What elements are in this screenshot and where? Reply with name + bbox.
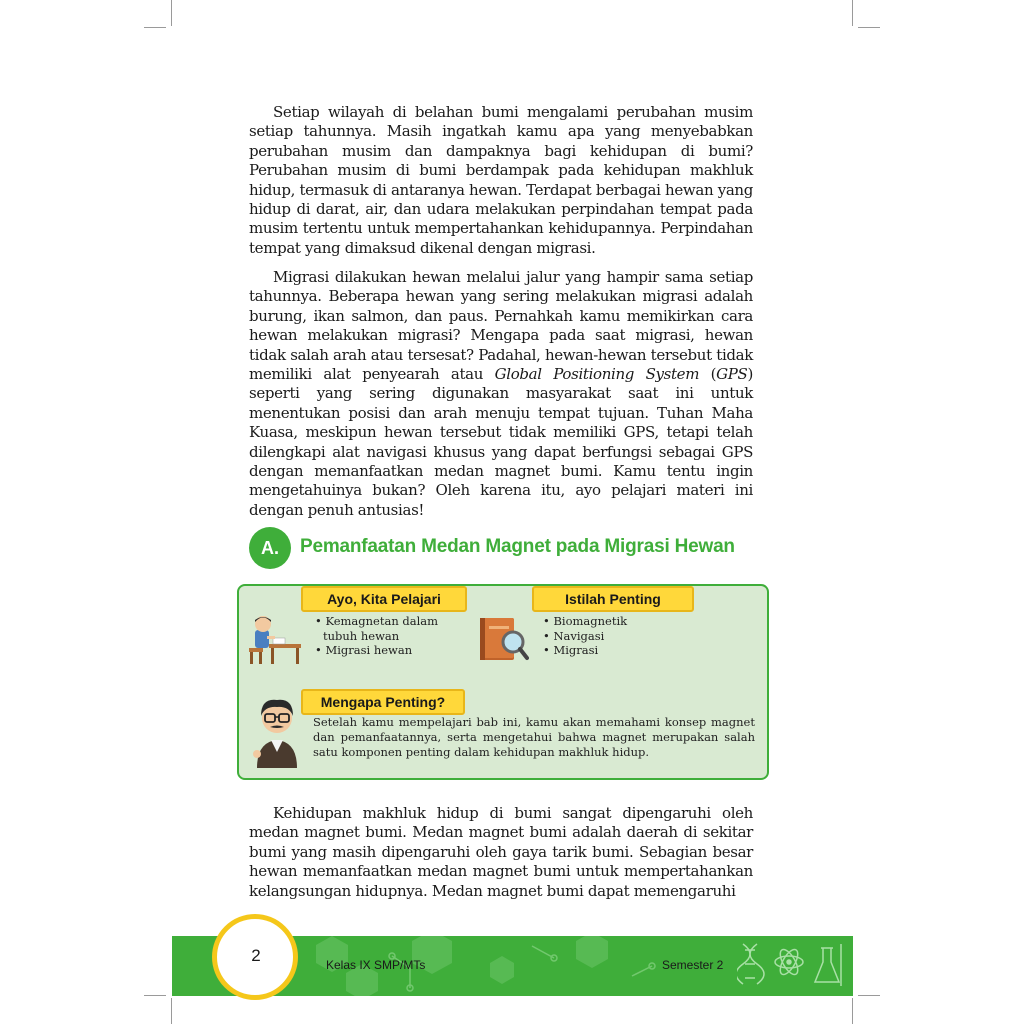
footer-semester-label: Semester 2 — [662, 958, 724, 972]
intro-paragraph-1: Setiap wilayah di belahan bumi mengalami perubahan musim setiap tahunnya. Masih ingatkah kamu apa yang menyebabkan perubahan musim dan dampaknya bagi kehidupan di bumi? Perubahan musim di bumi berdampak pada kehidupan makhluk hidup, termasuk di antaranya hewan. Terdapat berbagai hewan yang hidup di darat, air, dan udara melakukan perpindahan tempat pada musim tertentu untuk mempertahankan kehidupannya. Perpindahan tempat yang dimaksud dikenal dengan migrasi. — [249, 103, 753, 257]
book-magnifier-icon — [477, 614, 529, 664]
paragraph-text: Migrasi dilakukan hewan melalui jalur yang hampir sama setiap tahunnya. Beberapa hewan yang sering melakukan migrasi adalah burung, ikan salmon, dan paus. Pernahkah kamu memikirkan cara hewan melakukan migrasi? Mengapa pada saat migrasi, hewan tidak salah arah atau tersesat? Padahal, hewan-hewan tersebut tidak memiliki alat penyearah atau — [249, 268, 753, 384]
crop-mark — [852, 0, 853, 26]
section-badge: A. — [249, 527, 291, 569]
list-item: • Kemagnetan dalam tubuh hewan — [315, 614, 439, 643]
intro-paragraph-2 — [249, 268, 753, 520]
crop-mark — [171, 0, 172, 26]
terms-list — [543, 614, 703, 658]
crop-mark — [858, 27, 880, 28]
crop-mark — [858, 995, 880, 996]
learn-list — [315, 614, 471, 658]
crop-mark — [144, 27, 166, 28]
why-important-text: Setelah kamu mempelajari bab ini, kamu akan memahami konsep magnet dan pemanfaatannya, serta mengetahui bahwa magnet merupakan salah satu komponen penting dalam kehidupan makhluk hidup. — [313, 715, 755, 759]
tab-mengapa-penting: Mengapa Penting? — [301, 689, 465, 715]
teacher-icon — [253, 696, 301, 768]
list-item: • Migrasi — [543, 643, 599, 657]
list-item: • Migrasi hewan — [315, 643, 413, 657]
body-paragraph: Kehidupan makhluk hidup di bumi sangat dipengaruhi oleh medan magnet bumi. Medan magnet bumi adalah daerah di sekitar bumi yang masih dipengaruhi oleh gaya tarik bumi. Sebagian besar hewan memanfaatkan medan magnet bumi untuk mempertahankan kelangsungan hidupnya. Medan magnet bumi dapat memengaruhi — [249, 804, 753, 900]
paragraph-text: ( — [699, 365, 717, 384]
page-number: 2 — [251, 946, 261, 965]
gps-abbr: GPS — [716, 365, 748, 384]
crop-mark — [852, 998, 853, 1024]
footer-class-label: Kelas IX SMP/MTs — [326, 958, 426, 972]
tab-istilah-penting: Istilah Penting — [532, 586, 694, 612]
crop-mark — [144, 995, 166, 996]
science-icons — [737, 940, 849, 992]
info-box — [237, 584, 769, 780]
tab-ayo-kita-pelajari: Ayo, Kita Pelajari — [301, 586, 467, 612]
list-item: • Biomagnetik — [543, 614, 628, 628]
list-item: • Navigasi — [543, 628, 605, 643]
gps-term: Global Positioning System — [494, 365, 700, 384]
section-title: Pemanfaatan Medan Magnet pada Migrasi Hewan — [300, 536, 735, 557]
student-studying-icon — [247, 614, 303, 666]
paragraph-text: ) seperti yang sering digunakan masyarakat saat ini untuk menentukan posisi dan arah menuju tempat tujuan. Tuhan Maha Kuasa, meskipun hewan tersebut tidak memiliki GPS, tetapi telah dilengkapi alat navigasi khusus yang dapat berfungsi sebagai GPS dengan memanfaatkan medan magnet bumi. Kamu tentu ingin mengetahuinya bukan? Oleh karena itu, ayo pelajari materi ini dengan penuh antusias! — [249, 365, 753, 519]
crop-mark — [171, 998, 172, 1024]
